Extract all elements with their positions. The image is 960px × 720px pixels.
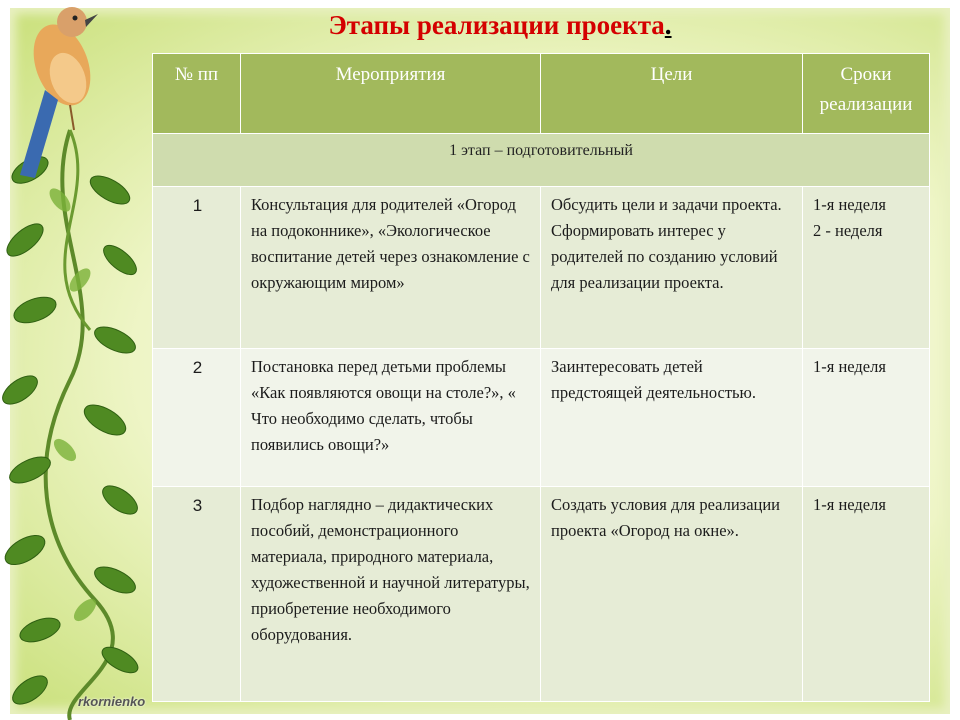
title-text: Этапы реализации проекта bbox=[328, 10, 665, 40]
row-event: Консультация для родителей «Огород на подоконнике», «Экологическое воспитание детей через ознакомление с окружающим миром» bbox=[241, 187, 541, 349]
row-goal: Заинтересовать детей предстоящей деятельностью. bbox=[541, 349, 803, 487]
row-number: 3 bbox=[153, 487, 241, 702]
title-dot: . bbox=[664, 10, 672, 40]
watermark: rkornienko bbox=[78, 694, 146, 709]
table-row bbox=[153, 349, 930, 487]
header-events: Мероприятия bbox=[241, 54, 541, 134]
row-number: 2 bbox=[153, 349, 241, 487]
header-number: № пп bbox=[153, 54, 241, 134]
table-header-row bbox=[153, 54, 930, 134]
bird-and-vine-decoration bbox=[0, 0, 160, 720]
row-term: 1-я неделя bbox=[803, 349, 930, 487]
slide-title bbox=[150, 10, 850, 41]
table-row bbox=[153, 487, 930, 702]
row-term bbox=[803, 187, 930, 349]
row-term: 1-я неделя bbox=[803, 487, 930, 702]
term-line: 2 - неделя bbox=[813, 221, 883, 240]
phase-row bbox=[153, 134, 930, 187]
project-stages-table bbox=[152, 53, 930, 702]
term-line: 1-я неделя bbox=[813, 195, 886, 214]
row-goal: Обсудить цели и задачи проекта. Сформировать интерес у родителей по созданию условий для реализации проекта. bbox=[541, 187, 803, 349]
phase-label: 1 этап – подготовительный bbox=[153, 134, 930, 187]
row-goal: Создать условия для реализации проекта «Огород на окне». bbox=[541, 487, 803, 702]
row-event: Подбор наглядно – дидактических пособий, демонстрационного материала, природного материала, художественной и научной литературы, приобретение необходимого оборудования. bbox=[241, 487, 541, 702]
header-goals: Цели bbox=[541, 54, 803, 134]
row-event: Постановка перед детьми проблемы «Как появляются овощи на столе?», « Что необходимо сделать, чтобы появились овощи?» bbox=[241, 349, 541, 487]
table-row bbox=[153, 187, 930, 349]
header-terms: Сроки реализации bbox=[803, 54, 930, 134]
row-number: 1 bbox=[153, 187, 241, 349]
